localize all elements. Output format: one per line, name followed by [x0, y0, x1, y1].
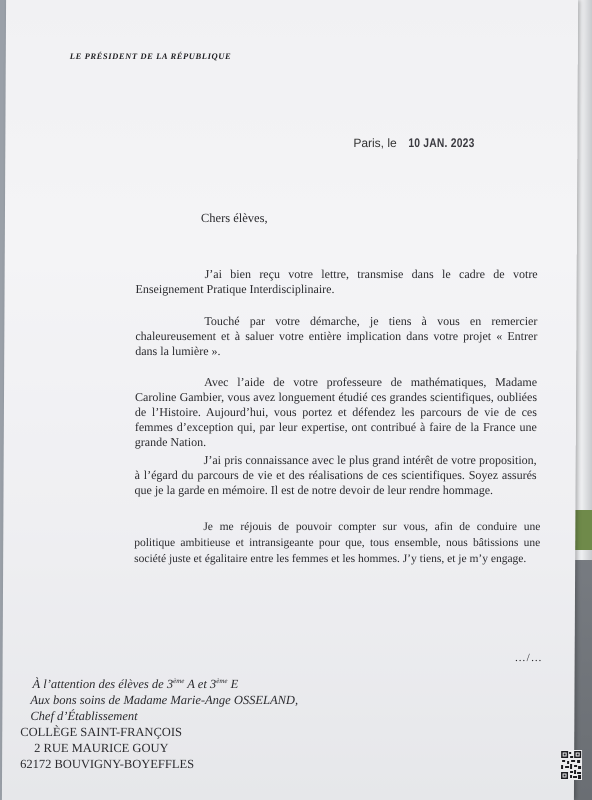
address-attention [16, 673, 298, 692]
paragraph-3: Avec l’aide de votre professeure de mathématiques, Madame Caroline Gambier, vous avez longuement étudié ces grandes scientifiques, oubliées de l’Histoire. Aujourd’hui, vous portez et défendez les parcours de vie de ces femmes d’exception qui, par leur expertise, ont contribué à faire de la France une grande Nation. [134, 375, 538, 449]
address-role: Chef d’Établissement [30, 709, 138, 723]
date-stamp: 10 JAN. 2023 [408, 136, 475, 150]
attention-sup-1: ème [173, 677, 185, 685]
salutation: Chers élèves, [200, 211, 268, 225]
address-street: 2 RUE MAURICE GOUY [34, 741, 169, 755]
letterhead-title: LE PRÉSIDENT DE LA RÉPUBLIQUE [69, 51, 232, 61]
recipient-address [16, 673, 298, 772]
address-school: COLLÈGE SAINT-FRANÇOIS [20, 725, 183, 739]
address-city: 62172 BOUVIGNY-BOYEFFLES [20, 757, 195, 771]
paragraph-1: J’ai bien reçu votre lettre, transmise dans le cadre de votre Enseignement Pratique Interdisciplinaire. [135, 267, 538, 296]
continuation-mark: …/… [514, 652, 543, 664]
date-line [353, 136, 489, 150]
address-care-of: Aux bons soins de Madame Marie-Ange OSSELAND, [30, 693, 299, 707]
paragraph-5: Je me réjouis de pouvoir compter sur vous, afin de conduire une politique ambitieuse et intransigeante pour que, tous ensemble, nous bâtissions une société juste et égalitaire entre les femmes et les hommes. J’y tiens, et je m’y engage. [134, 521, 541, 565]
paragraph-2: Touché par votre démarche, je tiens à vous en remercier chaleureusement et à saluer votre entière implication dans votre projet « Entrer dans la lumière ». [135, 314, 538, 358]
letter-page [2, 0, 578, 800]
attention-mid: A et 3 [184, 677, 217, 691]
attention-suffix: E [227, 677, 239, 691]
qr-code-icon [560, 750, 582, 780]
date-place: Paris, le [353, 136, 397, 150]
attention-sup-2: ème [216, 677, 228, 685]
paragraph-4: J’ai pris connaissance avec le plus grand intérêt de votre proposition, à l’égard du parcours de vie et des réalisations de ces scientifiques. Soyez assurés que je la garde en mémoire. Il est de notre devoir de leur rendre hommage. [134, 453, 537, 497]
attention-prefix: À l’attention des élèves de 3 [32, 677, 174, 691]
